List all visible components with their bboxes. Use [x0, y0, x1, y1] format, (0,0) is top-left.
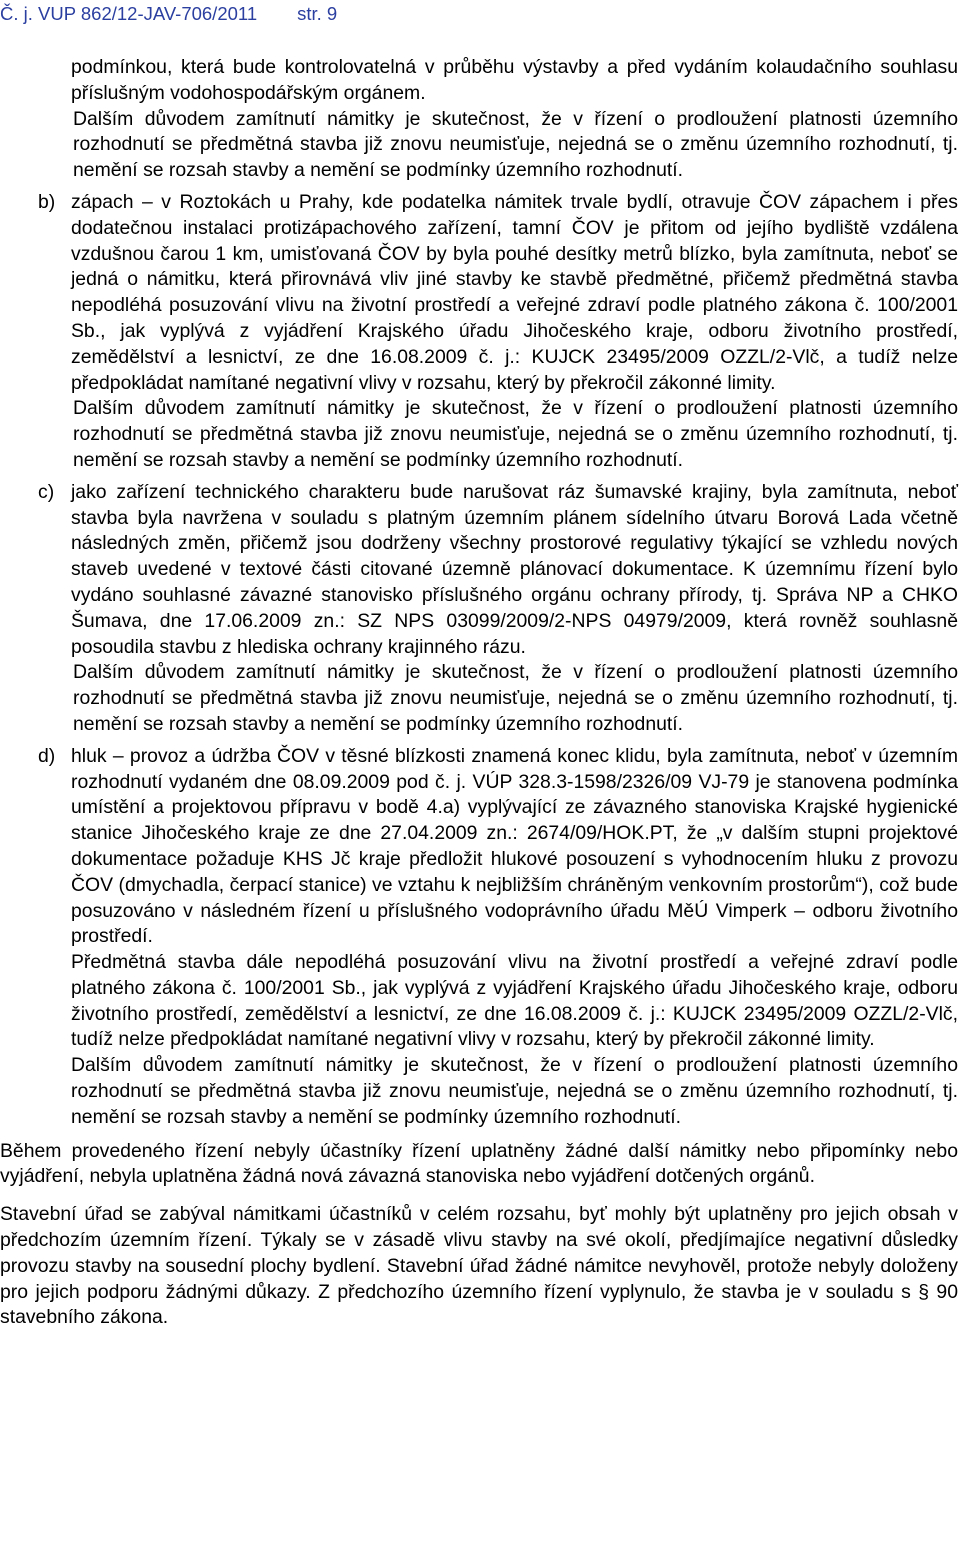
item-a-continuation: podmínkou, která bude kontrolovatelná v průběhu výstavby a před vydáním kolaudačního souhlasu příslušným vodohospodářským orgánem. [71, 56, 958, 104]
list-item-b [0, 190, 958, 396]
closing-paragraph: Během provedeného řízení nebyly účastníky řízení uplatněny žádné další námitky nebo připomínky nebo vyjádření, nebyla uplatněna žádná nová závazná stanoviska nebo vyjádření dotčených orgánů. [0, 1139, 958, 1188]
list-marker: b) [38, 190, 56, 213]
list-item-text: hluk – provoz a údržba ČOV v těsné blízkosti znamená konec klidu, byla zamítnuta, neboť v územním rozhodnutí vydaném dne 08.09.2009 pod č. j. VÚP 328.3-1598/2326/09 VJ-79 je stanovena podmínka umístění a projektovou přípravu v bodě 4.a) vyplývající ze závazného stanoviska Krajské hygienické stanice Jihočeského kraje ze dne 27.04.2009 zn.: 2674/09/HOK.PT, že „v dalším stupni projektové dokumentace požaduje KHS Jč kraje předložit hlukové posouzení s vyhodnocením hluku z provozu ČOV (dmychadla, čerpací stanice) ve vztahu k nejbližším chráněným venkovním prostorům“), což bude posuzováno v následném řízení u příslušného vodoprávního úřadu MěÚ Vimperk – odboru životního prostředí. [71, 744, 958, 948]
item-d-additional-paragraph: Předmětná stavba dále nepodléhá posuzování vlivu na životní prostředí a veřejné zdraví podle platného zákona č. 100/2001 Sb., jak vyplývá z vyjádření Krajského úřadu Jihočeského kraje, odboru životního prostředí, zemědělství a lesnictví, ze dne 16.08.2009 č. j.: KUJCK 23495/2009 OZZL/2-Vlč, tudíž nelze předpokládat namítané negativní vlivy v rozsahu, který by překročil zákonné limity. [71, 951, 958, 1051]
list-marker: c) [38, 480, 55, 503]
list-item-c [0, 480, 958, 661]
list-item-d [0, 744, 958, 950]
reference-number: Č. j. VUP 862/12-JAV-706/2011 [0, 3, 258, 24]
list-marker: d) [38, 744, 56, 767]
closing-paragraph: Stavební úřad se zabýval námitkami účastníků v celém rozsahu, byť mohly být uplatněny pro jejich obsah v předchozím územním řízení. Týkaly se v zásadě vlivu stavby na své okolí, předjímajíce negativní důsledky provozu stavby na sousední plochy bydlení. Stavební úřad žádné námitce nevyhověl, protože nebyly doloženy pro jejich podporu žádnými důkazy. Z předchozího územního řízení vyplynulo, že stavba je v souladu s § 90 stavebního zákona. [0, 1203, 958, 1329]
rejection-reason-paragraph: Dalším důvodem zamítnutí námitky je skutečnost, že v řízení o prodloužení platnosti územního rozhodnutí se předmětná stavba již znovu neumisťuje, nejedná se o změnu územního rozhodnutí, tj. nemění se rozsah stavby a nemění se podmínky územního rozhodnutí. [73, 397, 958, 471]
list-item-text: zápach – v Roztokách u Prahy, kde podatelka námitek trvale bydlí, otravuje ČOV zápachem i přes dodatečnou instalaci protizápachového zařízení, tamní ČOV je přitom od jejího bydliště vzdálena vzdušnou čarou 1 km, umisťovaná ČOV by byla pouhé desítky metrů blízko, byla zamítnuta, neboť se jedná o námitku, která přirovnává vliv jiné stavby ke stavbě předmětné, přičemž předmětná stavba nepodléhá posuzování vlivu na životní prostředí a veřejné zdraví podle platného zákona č. 100/2001 Sb., jak vyplývá z vyjádření Krajského úřadu Jihočeského kraje, odboru životního prostředí, zemědělství a lesnictví, ze dne 16.08.2009 č. j.: KUJCK 23495/2009 OZZL/2-Vlč, a tudíž nelze předpokládat namítané negativní vlivy v rozsahu, který by překročil zákonné limity. [71, 190, 958, 394]
document-body [0, 55, 958, 1331]
page-header [0, 2, 337, 26]
list-item-text: jako zařízení technického charakteru bude narušovat ráz šumavské krajiny, byla zamítnuta, neboť stavba byla navržena v souladu s platným územním plánem sídelního útvaru Borová Lada včetně následných změn, přičemž jsou dodrženy všechny prostorové regulativy týkající se vzhledu nových staveb uvedené v textové části citované územně plánovací dokumentace. K územnímu řízení bylo vydáno souhlasné závazné stanovisko příslušného orgánu ochrany přírody, tj. Správa NP a CHKO Šumava, dne 17.06.2009 zn.: SZ NPS 03099/2009/2-NPS 04979/2009, která rovněž souhlasně posoudila stavbu z hlediska ochrany krajinného rázu. [71, 480, 958, 658]
page-number: str. 9 [297, 3, 338, 24]
rejection-reason-paragraph: Dalším důvodem zamítnutí námitky je skutečnost, že v řízení o prodloužení platnosti územního rozhodnutí se předmětná stavba již znovu neumisťuje, nejedná se o změnu územního rozhodnutí, tj. nemění se rozsah stavby a nemění se podmínky územního rozhodnutí. [73, 661, 958, 735]
rejection-reason-paragraph: Dalším důvodem zamítnutí námitky je skutečnost, že v řízení o prodloužení platnosti územního rozhodnutí se předmětná stavba již znovu neumisťuje, nejedná se o změnu územního rozhodnutí, tj. nemění se rozsah stavby a nemění se podmínky územního rozhodnutí. [71, 1054, 958, 1128]
rejection-reason-paragraph: Dalším důvodem zamítnutí námitky je skutečnost, že v řízení o prodloužení platnosti územního rozhodnutí se předmětná stavba již znovu neumisťuje, nejedná se o změnu územního rozhodnutí, tj. nemění se rozsah stavby a nemění se podmínky územního rozhodnutí. [73, 107, 958, 182]
